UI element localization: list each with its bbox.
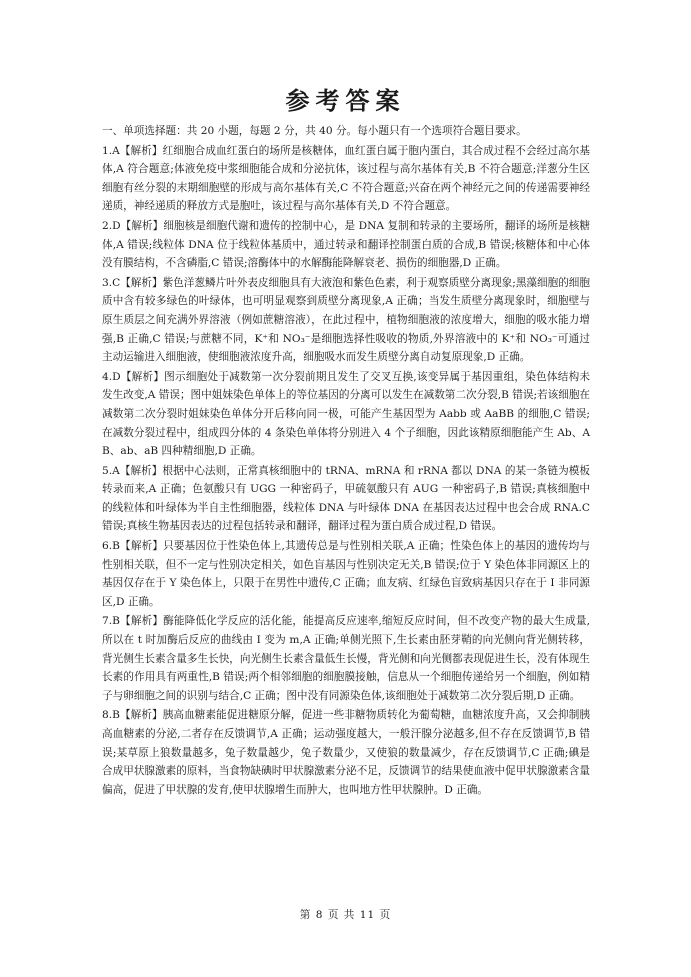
answer-item-4: 4.D【解析】图示细胞处于减数第一次分裂前期且发生了交叉互换,该变异属于基因重组，染色体结构未发生改变,A 错误；图中姐妹染色单体上的等位基因的分离可以发生在减数第二次分裂,B 错误;若该细胞在减数第二次分裂时姐妹染色单体分开后移向同一极，可能产生基因型为 Aabb 或 AaBB 的细胞,C 错误;在减数分裂过程中，组成四分体的 4 条染色单体将分别进入 4 个子细胞，因此该精原细胞能产生 Ab、AB、ab、aB 四种精细胞,D 正确。 [102, 370, 591, 458]
answer-item-5: 5.A【解析】根据中心法则，正常真核细胞中的 tRNA、mRNA 和 rRNA 都以 DNA 的某一条链为模板转录而来,A 正确；色氨酸只有 UGG 一种密码子，甲硫氨酸只有 AUG 一种密码子,B 错误;真核细胞中的线粒体和叶绿体为半自主性细胞器，线粒体 DNA 与叶绿体 DNA 在基因表达过程中也会合成 RNA.C 错误;真核生物基因表达的过程包括转录和翻译，翻译过程为蛋白质合成过程,D 错误。 [102, 464, 590, 533]
page-footer: 第 8 页 共 11 页 [299, 909, 392, 921]
page-title: 参考答案 [285, 86, 406, 115]
answer-item-6: 6.B【解析】只要基因位于性染色体上,其遗传总是与性别相关联,A 正确；性染色体上的基因的遗传均与性别相关联，但不一定与性别决定相关，如色盲基因与性别决定无关,B 错误;位于 Y 染色体非同源区上的基因仅存在于 Y 染色体上，只限于在男性中遗传,C 正确；血友病、红绿色盲致病基因只存在于 I 非同源区,D 正确。 [102, 540, 590, 608]
answer-item-8: 8.B【解析】胰高血糖素能促进糖原分解，促进一些非糖物质转化为葡萄糖，血糖浓度升高，又会抑制胰高血糖素的分泌,二者存在反馈调节,A 正确；运动强度越大，一般汗腺分泌越多,但不存在反馈调节,B 错误;某草原上狼数量越多，兔子数量越少，兔子数量少，又使狼的数量减少，存在反馈调节,C 正确;碘是合成甲状腺激素的原料，当食物缺碘时甲状腺激素分泌不足，反馈调节的结果使血液中促甲状腺激素含量偏高，促进了甲状腺的发育,使甲状腺增生而肿大，也叫地方性甲状腺肿。D 正确。 [102, 709, 590, 796]
section-heading: 一、单项选择题：共 20 小题，每题 2 分，共 40 分。每小题只有一个选项符合题目要求。 [102, 125, 527, 137]
answer-item-1: 1.A【解析】红细胞合成血红蛋白的场所是核糖体，血红蛋白属于胞内蛋白，其合成过程不会经过高尔基体,A 符合题意;体液免疫中浆细胞能合成和分泌抗体，该过程与高尔基体有关,B 不符合题意;洋葱分生区细胞有丝分裂的末期细胞壁的形成与高尔基体有关,C 不符合题意;兴奋在两个神经元之间的传递需要神经递质，神经递质的释放方式是胞吐，该过程与高尔基体有关,D 不符合题意。 [102, 144, 590, 213]
answer-item-3: 3.C【解析】紫色洋葱鳞片叶外表皮细胞具有大液泡和紫色色素，利于观察质壁分离现象;黑藻细胞的细胞质中含有较多绿色的叶绿体，也可明显观察到质壁分离现象,A 正确；当发生质壁分离现象时，细胞壁与原生质层之间充满外界溶液（例如蔗糖溶液），在此过程中，植物细胞液的浓度增大，细胞的吸水能力增强,B 正确,C 错误;与蔗糖不同，K⁺和 NO₃⁻是细胞选择性吸收的物质,外界溶液中的 K⁺和 NO₃⁻可通过主动运输进入细胞液，使细胞液浓度升高，细胞吸水而发生质壁分离自动复原现象,D 正确。 [102, 276, 590, 364]
answer-item-7: 7.B【解析】酶能降低化学反应的活化能，能提高反应速率,缩短反应时间，但不改变产物的最大生成量,所以在 t 时加酶后反应的曲线由 I 变为 m,A 正确;单侧光照下,生长素由胚芽鞘的向光侧向背光侧转移，背光侧生长素含量多生长快，向光侧生长素含量低生长慢，背光侧和向光侧都表现促进生长，没有体现生长素的作用具有两重性,B 错误;两个相邻细胞的细胞膜接触，信息从一个细胞传递给另一个细胞，例如精子与卵细胞之间的识别与结合,C 正确；图中没有同源染色体,该细胞处于减数第二次分裂后期,D 正确。 [102, 615, 590, 702]
answer-content [102, 122, 590, 800]
answer-item-2: 2.D【解析】细胞核是细胞代谢和遗传的控制中心，是 DNA 复制和转录的主要场所，翻译的场所是核糖体,A 错误;线粒体 DNA 位于线粒体基质中，通过转录和翻译控制蛋白质的合成,B 错误;核糖体和中心体没有膜结构，不含磷脂,C 错误;溶酶体中的水解酶能降解衰老、损伤的细胞器,D 正确。 [102, 219, 590, 270]
